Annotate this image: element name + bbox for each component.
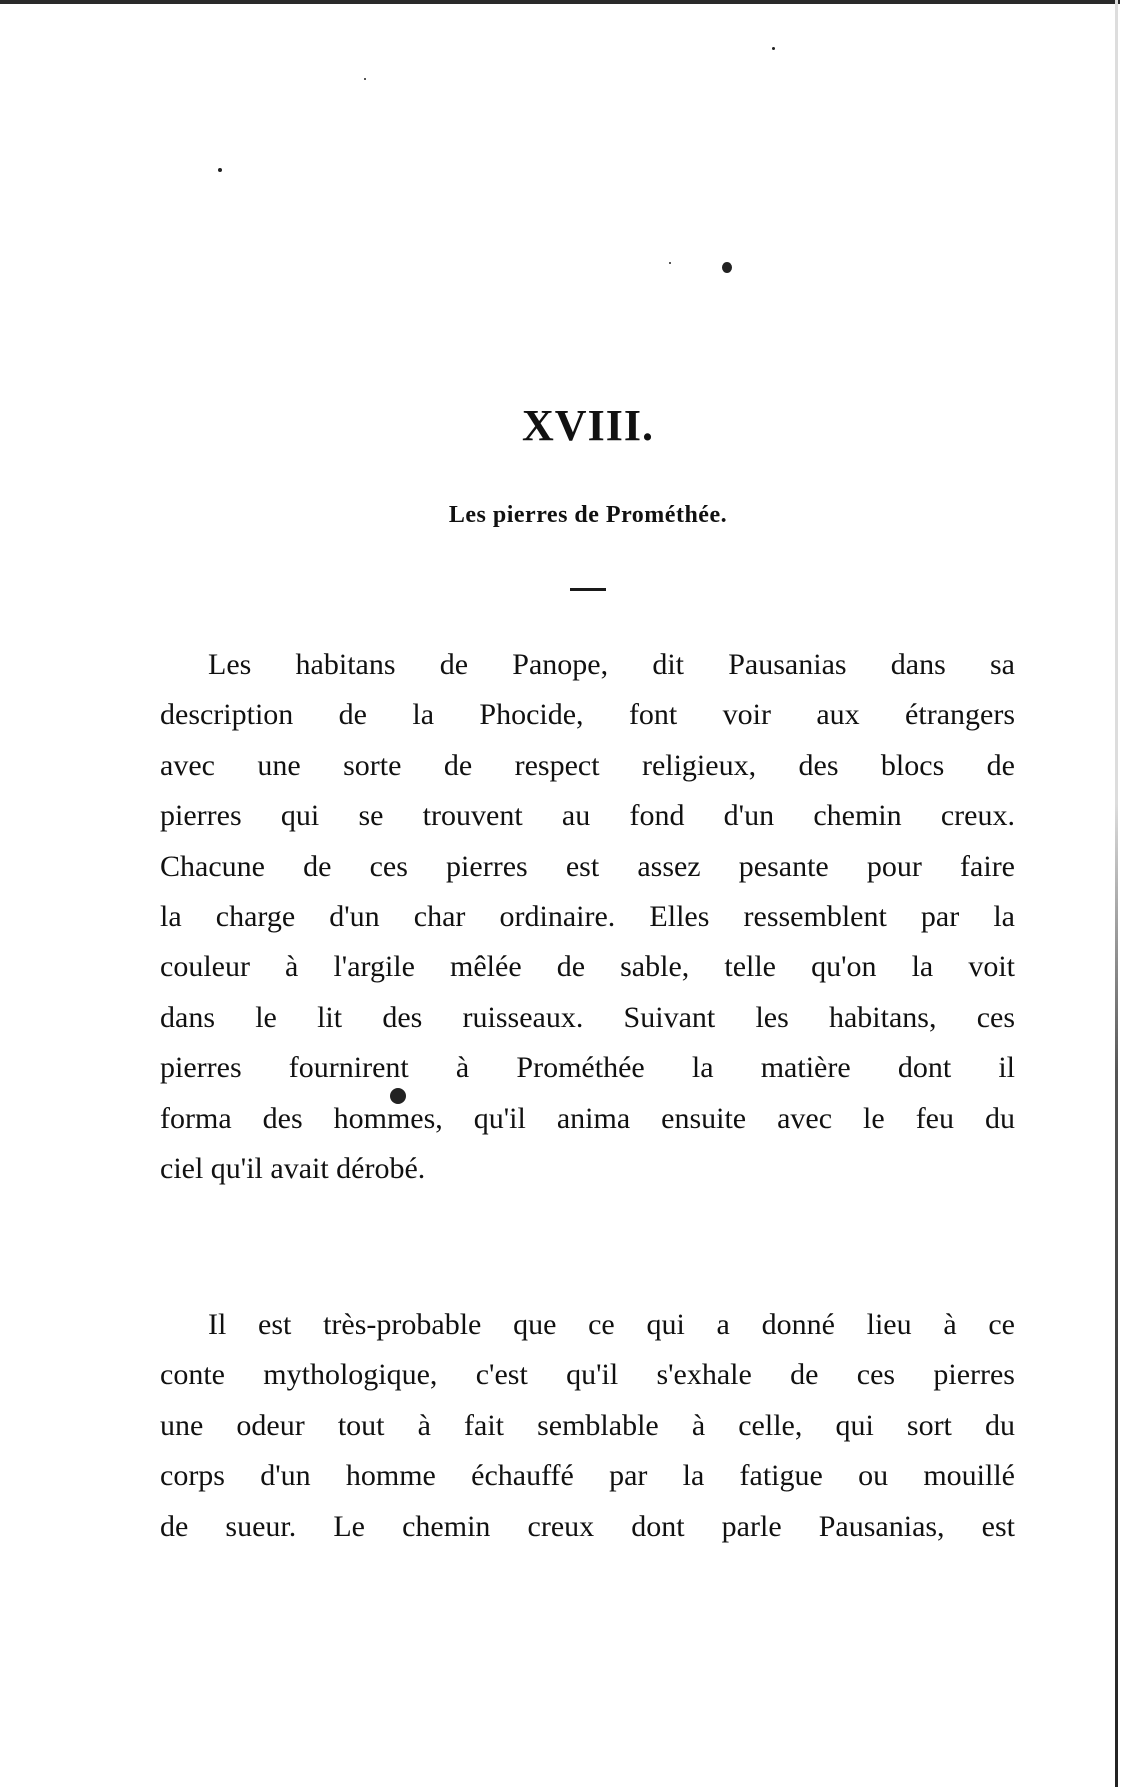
text-line: dans le lit des ruisseaux. Suivant les habitans, ces <box>160 1000 1015 1034</box>
text-line: Les habitans de Panope, dit Pausanias dans sa <box>208 648 1015 681</box>
text-line: avec une sorte de respect religieux, des blocs de <box>160 748 1015 782</box>
ink-speck <box>218 168 222 172</box>
ink-speck <box>772 47 775 50</box>
text-line: conte mythologique, c'est qu'il s'exhale de ces pierres <box>160 1358 1015 1392</box>
text-line: forma des hommes, qu'il anima ensuite avec le feu du <box>160 1101 1015 1135</box>
chapter-title: Les pierres de Prométhée. <box>448 502 728 528</box>
text-line: Il est très-probable que ce qui a donné lieu à ce <box>208 1308 1015 1341</box>
top-edge-rule <box>0 0 1120 4</box>
right-page-edge <box>1115 0 1118 1787</box>
text-line: corps d'un homme échauffé par la fatigue ou mouillé <box>160 1459 1015 1493</box>
chapter-number: XVIII. <box>522 401 654 450</box>
text-line: pierres fournirent à Prométhée la matière dont il <box>160 1051 1015 1085</box>
ink-speck <box>722 262 732 273</box>
text-line: la charge d'un char ordinaire. Elles ressemblent par la <box>160 900 1015 934</box>
text-line: ciel qu'il avait dérobé. <box>160 1152 426 1186</box>
title-separator <box>570 588 606 591</box>
paragraph-1 <box>160 640 1015 1194</box>
ink-speck <box>669 262 671 264</box>
text-line: une odeur tout à fait semblable à celle, qui sort du <box>160 1408 1015 1442</box>
text-line: Chacune de ces pierres est assez pesante pour faire <box>160 849 1015 883</box>
text-line: couleur à l'argile mêlée de sable, telle qu'on la voit <box>160 950 1015 984</box>
ink-speck <box>364 78 366 80</box>
paragraph-2 <box>160 1300 1015 1552</box>
text-line: pierres qui se trouvent au fond d'un chemin creux. <box>160 799 1015 833</box>
text-line: de sueur. Le chemin creux dont parle Pausanias, est <box>160 1509 1015 1543</box>
text-line: description de la Phocide, font voir aux étrangers <box>160 698 1015 732</box>
